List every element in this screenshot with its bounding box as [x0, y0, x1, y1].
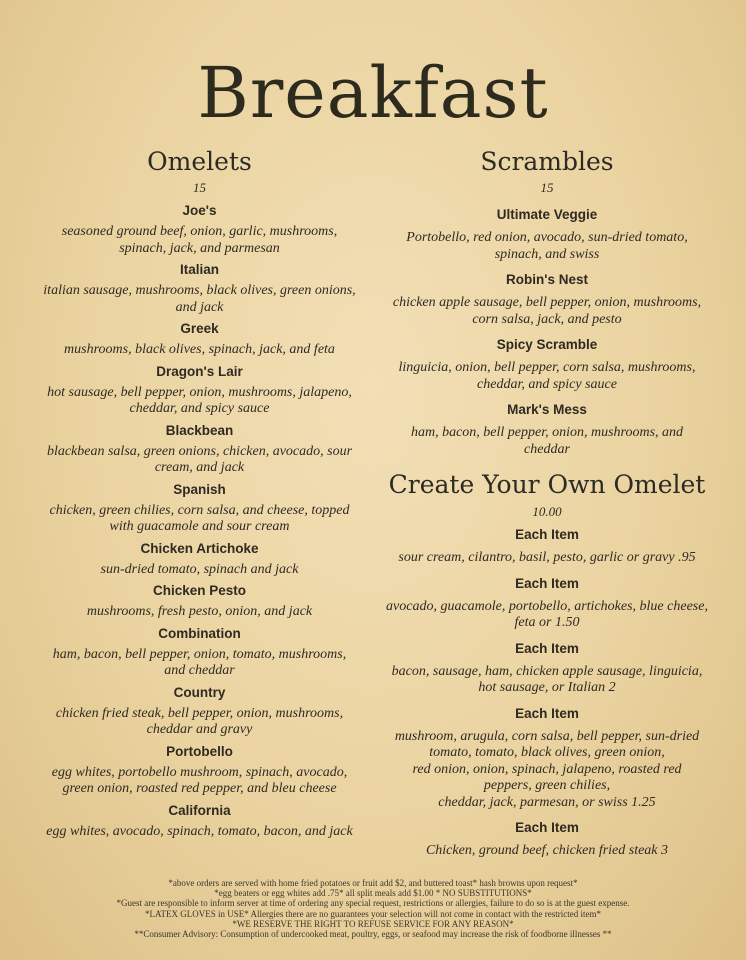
menu-item-description: italian sausage, mushrooms, black olives, green onions, — [43, 283, 356, 298]
menu-item-name: Ultimate Veggie — [496, 207, 598, 222]
page-title: Breakfast — [197, 52, 549, 134]
create-omelet-list — [382, 526, 712, 860]
menu-item-description: ham, bacon, bell pepper, onion, tomato, mushrooms, — [52, 646, 347, 662]
menu-item-name: Italian — [179, 262, 219, 277]
menu-item-description: chicken, green chilies, corn salsa, and cheese, topped — [49, 502, 350, 518]
menu-item-name: Each Item — [515, 705, 579, 721]
menu-item-description: corn salsa, jack, and pesto — [472, 311, 622, 327]
menu-item-name: Each Item — [515, 640, 579, 656]
menu-item-description: Chicken, ground beef, chicken fried steak 3 — [425, 843, 669, 858]
menu-item-description: cheddar, and spicy sauce — [129, 401, 270, 416]
menu-item-name: Each Item — [515, 820, 579, 835]
footer-note: **Consumer Advisory: Consumption of undercooked meat, poultry, eggs, or seafood may increase the risk of foodborne illnesses ** — [134, 929, 612, 940]
right-column — [382, 146, 712, 860]
menu-item-description: egg whites, avocado, spinach, tomato, bacon, and jack — [46, 823, 353, 839]
menu-item-description: spinach, and swiss — [494, 246, 600, 262]
menu-item-description: feta or 1.50 — [514, 615, 580, 630]
scrambles-price: 15 — [540, 180, 554, 195]
menu-item-description: ham, bacon, bell pepper, onion, mushrooms, and — [410, 425, 684, 440]
menu-item-name: Mark's Mess — [507, 402, 587, 417]
menu-item — [382, 206, 712, 263]
footer-note: *Guest are responsible to inform server at time of ordering any special request, restrictions or allergies, failure to do so is at the guest expense. — [116, 898, 630, 909]
menu-item-description: cheddar and gravy — [146, 722, 253, 737]
menu-item — [382, 336, 712, 393]
menu-item-description: bacon, sausage, ham, chicken apple sausage, linguicia, — [391, 663, 703, 679]
menu-item — [382, 640, 712, 697]
menu-item-description: chicken apple sausage, bell pepper, onion, mushrooms, — [392, 295, 702, 310]
menu-item-description: mushrooms, fresh pesto, onion, and jack — [86, 604, 313, 619]
menu-footer-notes — [60, 878, 686, 939]
menu-item — [382, 575, 712, 632]
create-omelet-price: 10.00 — [532, 504, 562, 519]
menu-item-description: sun-dried tomato, spinach and jack — [100, 561, 299, 577]
menu-item-description: hot sausage, or Italian 2 — [478, 680, 616, 695]
menu-item — [22, 422, 377, 477]
footer-note: *LATEX GLOVES in USE* Allergies there are no guarantees your selection will not come in contact with the restricted item* — [145, 908, 601, 919]
menu-item — [22, 625, 377, 680]
menu-item — [22, 743, 377, 798]
menu-item-description: red onion, onion, spinach, jalapeno, roasted red — [412, 761, 682, 777]
menu-item-name: Spanish — [173, 481, 226, 497]
menu-item — [382, 401, 712, 458]
omelets-price: 15 — [193, 180, 206, 195]
menu-item — [382, 271, 712, 328]
footer-note: *above orders are served with home fried potatoes or fruit add $2, and buttered toast* hash browns upon request* — [168, 878, 578, 888]
menu-item — [382, 526, 712, 567]
menu-item-name: California — [168, 802, 231, 818]
menu-item-description: linguicia, onion, bell pepper, corn salsa, mushrooms, — [398, 360, 696, 375]
menu-item — [382, 705, 712, 812]
omelets-column — [22, 146, 377, 840]
menu-item — [22, 363, 377, 418]
scrambles-list — [382, 206, 712, 458]
menu-item-description: cheddar, jack, parmesan, or swiss 1.25 — [438, 794, 656, 810]
menu-item — [22, 684, 377, 739]
menu-item-description: hot sausage, bell pepper, onion, mushrooms, jalapeno, — [47, 384, 352, 400]
menu-item — [22, 320, 377, 359]
menu-item-description: mushrooms, black olives, spinach, jack, and feta — [64, 342, 335, 357]
menu-item-description: green onion, roasted red pepper, and bleu cheese — [62, 781, 337, 796]
menu-item-description: sour cream, cilantro, basil, pesto, garlic or gravy .95 — [398, 550, 696, 565]
menu-item — [22, 261, 377, 316]
menu-item-name: Each Item — [515, 527, 579, 542]
menu-item-name: Country — [173, 684, 226, 700]
menu-item-name: Blackbean — [165, 422, 234, 438]
menu-item-description: and jack — [175, 299, 224, 315]
create-omelet-heading: Create Your Own Omelet — [388, 470, 706, 499]
menu-item-description: blackbean salsa, green onions, chicken, avocado, sour — [46, 443, 353, 459]
menu-item-name: Chicken Pesto — [152, 583, 247, 598]
menu-item-name: Portobello — [166, 743, 233, 759]
menu-item-name: Joe's — [182, 203, 217, 218]
menu-item — [22, 481, 377, 536]
menu-item-name: Spicy Scramble — [496, 337, 598, 352]
menu-item-name: Greek — [180, 321, 219, 336]
omelets-list — [22, 202, 377, 840]
menu-item — [22, 540, 377, 579]
omelets-heading: Omelets — [147, 147, 252, 176]
menu-item-name: Chicken Artichoke — [140, 540, 259, 556]
menu-item-description: chicken fried steak, bell pepper, onion, mushrooms, — [55, 705, 344, 721]
menu-item — [22, 202, 377, 257]
menu-item-name: Each Item — [515, 575, 579, 591]
menu-item-description: cheddar, and spicy sauce — [477, 376, 617, 392]
menu-item-description: Portobello, red onion, avocado, sun-dried tomato, — [406, 230, 688, 245]
menu-item — [22, 582, 377, 621]
menu-item-name: Robin's Nest — [506, 272, 588, 287]
menu-item-name: Combination — [158, 625, 241, 641]
menu-item-description: peppers, green chilies, — [483, 778, 611, 793]
menu-item — [22, 802, 377, 841]
menu-item-description: egg whites, portobello mushroom, spinach, avocado, — [51, 764, 348, 780]
footer-note: *WE RESERVE THE RIGHT TO REFUSE SERVICE FOR ANY REASON* — [232, 918, 514, 929]
menu-item-description: mushroom, arugula, corn salsa, bell pepper, sun-dried — [394, 728, 700, 744]
menu-item-description: spinach, jack, and parmesan — [119, 240, 280, 256]
footer-note: *egg beaters or egg whites add .75* all split meals add $1.00 * NO SUBSTITUTIONS* — [214, 888, 532, 899]
menu-item-description: seasoned ground beef, onion, garlic, mushrooms, — [61, 224, 338, 239]
menu-item-description: with guacamole and sour cream — [109, 519, 290, 534]
menu-item-name: Dragon's Lair — [156, 363, 243, 379]
menu-item-description: cheddar — [524, 441, 570, 457]
menu-item-description: avocado, guacamole, portobello, artichokes, blue cheese, — [386, 598, 708, 614]
menu-item-description: tomato, tomato, black olives, green onion, — [429, 745, 665, 760]
menu-item-description: and cheddar — [164, 663, 235, 678]
menu-item-description: cream, and jack — [154, 460, 245, 475]
scrambles-heading: Scrambles — [480, 147, 614, 176]
menu-item — [382, 819, 712, 860]
